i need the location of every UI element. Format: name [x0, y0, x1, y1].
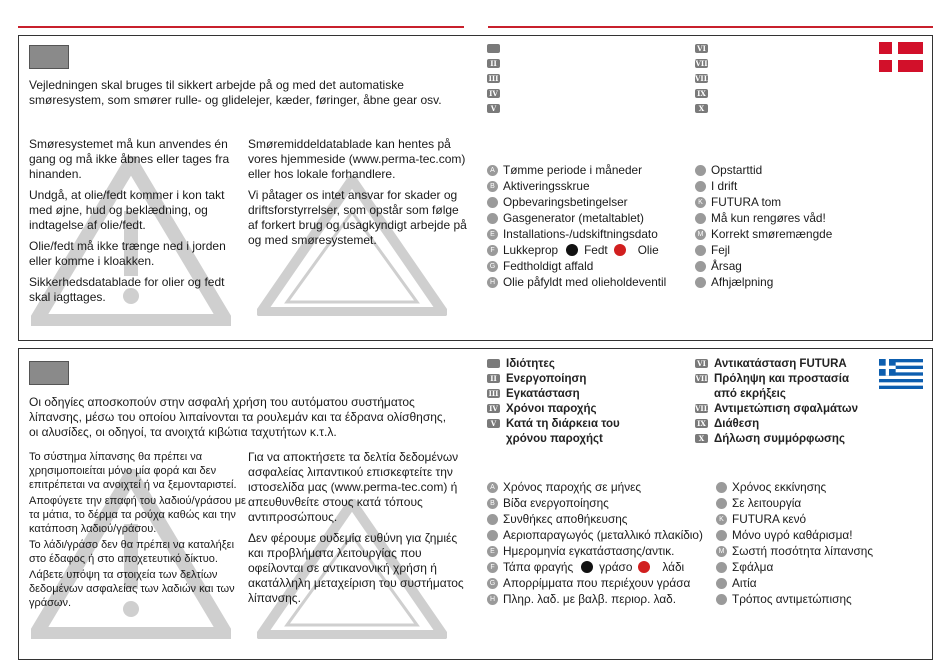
toc-label: Κατά τη διάρκεια του: [506, 417, 620, 430]
marker-circle: H: [487, 594, 498, 605]
legend-right: [695, 162, 832, 290]
legend-item: [487, 575, 703, 591]
roman-numeral-badge: VII: [695, 374, 708, 383]
legend-label: γράσο: [599, 560, 633, 574]
roman-numeral-badge: VIII: [695, 404, 711, 413]
legend-label: Korrekt smøremængde: [711, 227, 833, 241]
toc-item: [487, 402, 620, 415]
legend-item: [487, 258, 666, 274]
marker-circle: [716, 594, 727, 605]
legend-item: [487, 511, 703, 527]
marker-circle: [695, 261, 706, 272]
marker-circle: G: [487, 578, 498, 589]
marker-circle: M: [716, 546, 727, 557]
toc-right: [695, 357, 858, 447]
toc-item: [487, 72, 506, 85]
legend-item: [487, 479, 703, 495]
legend-label: Fejl: [711, 243, 731, 257]
legend-item: [695, 194, 832, 210]
toc-item: [487, 87, 506, 100]
legend-label: Ημερομηνία εγκατάστασης/αντικ.: [503, 544, 675, 558]
legend-item: [716, 527, 873, 543]
roman-numeral-badge: V: [487, 419, 500, 428]
legend-label: Χρόνος εκκίνησης: [732, 480, 827, 494]
legend-label: Fedtholdigt affald: [503, 259, 594, 273]
marker-circle: [695, 181, 706, 192]
toc-label: Χρόνοι παροχής: [506, 402, 597, 415]
toc-item: [487, 417, 620, 430]
legend-item: [487, 194, 666, 210]
toc-item: [487, 57, 506, 70]
toc-right: [695, 42, 714, 117]
safety-column-1: [29, 137, 244, 311]
legend-label: Lukkeprop: [503, 243, 559, 257]
legend-item: [716, 543, 873, 559]
danish-flag-icon: [879, 42, 923, 72]
roman-numeral-badge: V: [487, 104, 500, 113]
marker-circle: [695, 213, 706, 224]
grease-dot-icon: [566, 244, 578, 256]
marker-circle: F: [487, 562, 498, 573]
toc-label: Διάθεση: [714, 417, 760, 430]
legend-item: [716, 495, 873, 511]
marker-circle: M: [695, 229, 706, 240]
toc-item: [695, 402, 858, 415]
roman-numeral-badge: IX: [695, 419, 708, 428]
toc-label: Δήλωση συμμόρφωσης: [714, 432, 845, 445]
marker-circle: [487, 197, 498, 208]
legend-item: [695, 274, 832, 290]
legend-label: Årsag: [711, 259, 742, 273]
marker-circle: [716, 530, 727, 541]
marker-circle: B: [487, 498, 498, 509]
paragraph: Το σύστημα λίπανσης θα πρέπει να χρησιμοποιείται μόνο μία φορά και δεν επιτρέπεται να ανοιχτεί ή να ξεμονταριστεί.: [29, 451, 237, 491]
toc-label: Πρόληψη και προστασία: [714, 372, 850, 385]
marker-circle: [716, 482, 727, 493]
legend-item: [487, 591, 703, 607]
legend-item: [487, 210, 666, 226]
roman-numeral-badge: III: [488, 74, 499, 83]
legend-label: Τρόπος αντιμετώπισης: [732, 592, 852, 606]
toc-item: [487, 357, 620, 370]
toc-item: [695, 372, 858, 385]
marker-circle: [487, 514, 498, 525]
toc-item: [695, 72, 714, 85]
toc-label: Εγκατάσταση: [506, 387, 580, 400]
toc-item: [695, 42, 714, 55]
legend-left: [487, 162, 666, 290]
paragraph: Olie/fedt må ikke trænge ned i jorden eller komme i kloakken.: [29, 239, 226, 268]
legend-item: [487, 495, 703, 511]
toc-label: Αντιμετώπιση σφαλμάτων: [714, 402, 858, 415]
grease-dot-icon: [581, 561, 593, 573]
marker-circle: F: [487, 245, 498, 256]
intro-text: Vejledningen skal bruges til sikkert arbejde på og med det automatiske smøresystem, som smører rulle- og glidelejer, kæder, føringer, åbne gear osv.: [29, 78, 442, 107]
legend-label: Αεριοπαραγωγός (μεταλλικό πλακίδιο): [503, 528, 703, 542]
legend-label: Χρόνος παροχής σε μήνες: [503, 480, 642, 494]
roman-numeral-badge: VIII: [695, 74, 711, 83]
marker-circle: A: [487, 482, 498, 493]
greek-section: [18, 348, 933, 660]
legend-item: [695, 258, 832, 274]
legend-label: Μόνο υγρό καθάρισμα!: [732, 528, 853, 542]
legend-label: Aktiveringsskrue: [503, 179, 590, 193]
marker-circle: [716, 498, 727, 509]
paragraph: Smøremiddeldatablade kan hentes på vores hjemmeside (www.perma-tec.com) eller hos lokale forhandlere.: [248, 137, 466, 181]
toc-item-continued: [487, 432, 620, 445]
legend-label: Σφάλμα: [732, 560, 774, 574]
roman-numeral-badge: VII: [695, 59, 708, 68]
marker-circle: [487, 213, 498, 224]
roman-numeral-badge: II: [487, 374, 500, 383]
legend-item: [695, 178, 832, 194]
legend-item-stopper: [487, 242, 666, 258]
greek-flag-icon: [879, 359, 923, 389]
toc-item: [487, 387, 620, 400]
legend-item: [716, 511, 873, 527]
section-gray-tab: [29, 45, 69, 69]
legend-label: Απορρίμματα που περιέχουν γράσα: [503, 576, 691, 590]
legend-label: Afhjælpning: [711, 275, 774, 289]
legend-item: [487, 178, 666, 194]
toc-label: Ενεργοποίηση: [506, 372, 587, 385]
toc-label: χρόνου παροχήςt: [506, 432, 603, 445]
section-gray-tab: [29, 361, 69, 385]
marker-circle: K: [695, 197, 706, 208]
roman-numeral-badge: II: [487, 59, 500, 68]
roman-numeral-badge: VI: [695, 44, 708, 53]
legend-label: Πληρ. λαδ. με βαλβ. περιορ. λαδ.: [503, 592, 677, 606]
toc-label: από εκρήξεις: [714, 387, 786, 400]
legend-label: Opstarttid: [711, 163, 763, 177]
legend-label: Τάπα φραγής: [503, 560, 574, 574]
intro-text: Οι οδηγίες αποσκοπούν στην ασφαλή χρήση του αυτόματου συστήματος λίπανσης, μέσω του οποίου λιπαίνονται τα ρουλεμάν και τα έδρανα ολίσθησης, οι αλυσίδες, οι οδηγοί, τα ανοιχτά κιβώτια ταχυτήτων κ.τ.λ.: [29, 395, 447, 439]
legend-label: Olie: [637, 243, 659, 257]
marker-circle: E: [487, 229, 498, 240]
roman-numeral-badge: IV: [487, 404, 500, 413]
roman-numeral-badge: IV: [487, 89, 500, 98]
legend-label: λάδι: [662, 560, 685, 574]
toc-item: [695, 87, 714, 100]
roman-numeral-badge: X: [695, 434, 708, 443]
toc-item: [695, 102, 714, 115]
roman-numeral-badge: [487, 44, 500, 53]
paragraph: Λάβετε υπόψη τα στοιχεία των δελτίων δεδομένων ασφαλείας των λαδιών και των γράσων.: [29, 569, 235, 609]
header-rule-right: [488, 26, 933, 28]
safety-column-1: [29, 450, 254, 610]
legend-item: [487, 527, 703, 543]
marker-circle: [716, 562, 727, 573]
roman-numeral-badge: IX: [695, 89, 708, 98]
marker-circle: [695, 165, 706, 176]
roman-numeral-badge: VI: [695, 359, 708, 368]
paragraph: Το λάδι/γράσο δεν θα πρέπει να καταλήξει στο έδαφος ή στο αποχετευτικό δίκτυο.: [29, 539, 235, 565]
roman-numeral-badge: X: [695, 104, 708, 113]
legend-item: [716, 575, 873, 591]
header-rule-left: [18, 26, 464, 28]
paragraph: Undgå, at olie/fedt kommer i kon takt med øjne, hud og beklædning, og indtagelse af olie/fedt.: [29, 188, 225, 232]
toc-item: [487, 102, 506, 115]
toc-item: [487, 42, 506, 55]
roman-numeral-badge: [487, 359, 500, 368]
legend-item-stopper: [487, 559, 703, 575]
legend-item: [695, 162, 832, 178]
marker-circle: [487, 530, 498, 541]
legend-label: Αιτία: [732, 576, 757, 590]
paragraph: Sikkerhedsdatablade for olier og fedt skal iagttages.: [29, 275, 225, 304]
legend-item: [695, 242, 832, 258]
safety-column-2: [248, 137, 468, 254]
toc-item: [487, 372, 620, 385]
legend-item: [487, 226, 666, 242]
legend-label: Opbevaringsbetingelser: [503, 195, 628, 209]
legend-label: Βίδα ενεργοποίησης: [503, 496, 609, 510]
marker-circle: [716, 578, 727, 589]
legend-item: [695, 226, 832, 242]
legend-item: [487, 274, 666, 290]
roman-numeral-badge: III: [488, 389, 499, 398]
legend-item: [716, 479, 873, 495]
legend-item: [487, 162, 666, 178]
oil-dot-icon: [614, 244, 626, 256]
legend-item: [716, 591, 873, 607]
toc-item: [695, 357, 858, 370]
legend-label: I drift: [711, 179, 738, 193]
legend-label: Olie påfyldt med olieholdeventil: [503, 275, 667, 289]
marker-circle: E: [487, 546, 498, 557]
toc-left: [487, 42, 506, 117]
legend-item: [695, 210, 832, 226]
legend-label: Fedt: [584, 243, 608, 257]
danish-section: [18, 35, 933, 341]
legend-right: [716, 479, 873, 607]
paragraph: Αποφύγετε την επαφή του λαδιού/γράσου με τα μάτια, το δέρμα τα ρούχα καθώς και την κατάποση λαδιού/γράσου.: [29, 495, 246, 535]
legend-label: Installations-/udskiftningsdato: [503, 227, 658, 241]
toc-item-continued: [695, 387, 858, 400]
legend-label: Σε λειτουργία: [732, 496, 802, 510]
marker-circle: [695, 245, 706, 256]
paragraph: Για να αποκτήσετε τα δελτία δεδομένων ασφαλείας λιπαντικού επισκεφτείτε την ιστοσελίδα μας (www.perma-tec.com) ή απευθυνθείτε στους κατά τόπους αντιπροσώπους.: [248, 450, 459, 524]
legend-label: FUTURA tom: [711, 195, 782, 209]
legend-item: [487, 543, 703, 559]
marker-circle: H: [487, 277, 498, 288]
marker-circle: A: [487, 165, 498, 176]
legend-label: Σωστή ποσότητα λίπανσης: [732, 544, 874, 558]
paragraph: Δεν φέρουμε ουδεμία ευθύνη για ζημιές και προβλήματα λειτουργίας που οφείλονται σε αντικανονική χρήση ή ακατάλληλη μεταχείριση του συστήματος λίπανσης.: [248, 531, 464, 605]
toc-item: [695, 57, 714, 70]
marker-circle: B: [487, 181, 498, 192]
legend-label: Må kun rengøres våd!: [711, 211, 826, 225]
legend-item: [716, 559, 873, 575]
marker-circle: G: [487, 261, 498, 272]
legend-label: Gasgenerator (metaltablet): [503, 211, 644, 225]
paragraph: Smøresystemet må kun anvendes én gang og må ikke åbnes eller tages fra hinanden.: [29, 137, 230, 181]
safety-column-2: [248, 450, 473, 612]
legend-label: Tømme periode i måneder: [503, 163, 642, 177]
paragraph: Vi påtager os intet ansvar for skader og driftsforstyrrelser, som opstår som følge af forkert brug og usagkyndigt arbejde på og med smøresystemet.: [248, 188, 467, 247]
legend-label: Συνθήκες αποθήκευσης: [503, 512, 628, 526]
oil-dot-icon: [638, 561, 650, 573]
legend-left: [487, 479, 703, 607]
toc-left: [487, 357, 620, 447]
toc-item: [695, 417, 858, 430]
toc-label: Ιδιότητες: [506, 357, 555, 370]
marker-circle: K: [716, 514, 727, 525]
toc-label: Αντικατάσταση FUTURA: [714, 357, 847, 370]
marker-circle: [695, 277, 706, 288]
legend-label: FUTURA κενό: [732, 512, 807, 526]
toc-item: [695, 432, 858, 445]
